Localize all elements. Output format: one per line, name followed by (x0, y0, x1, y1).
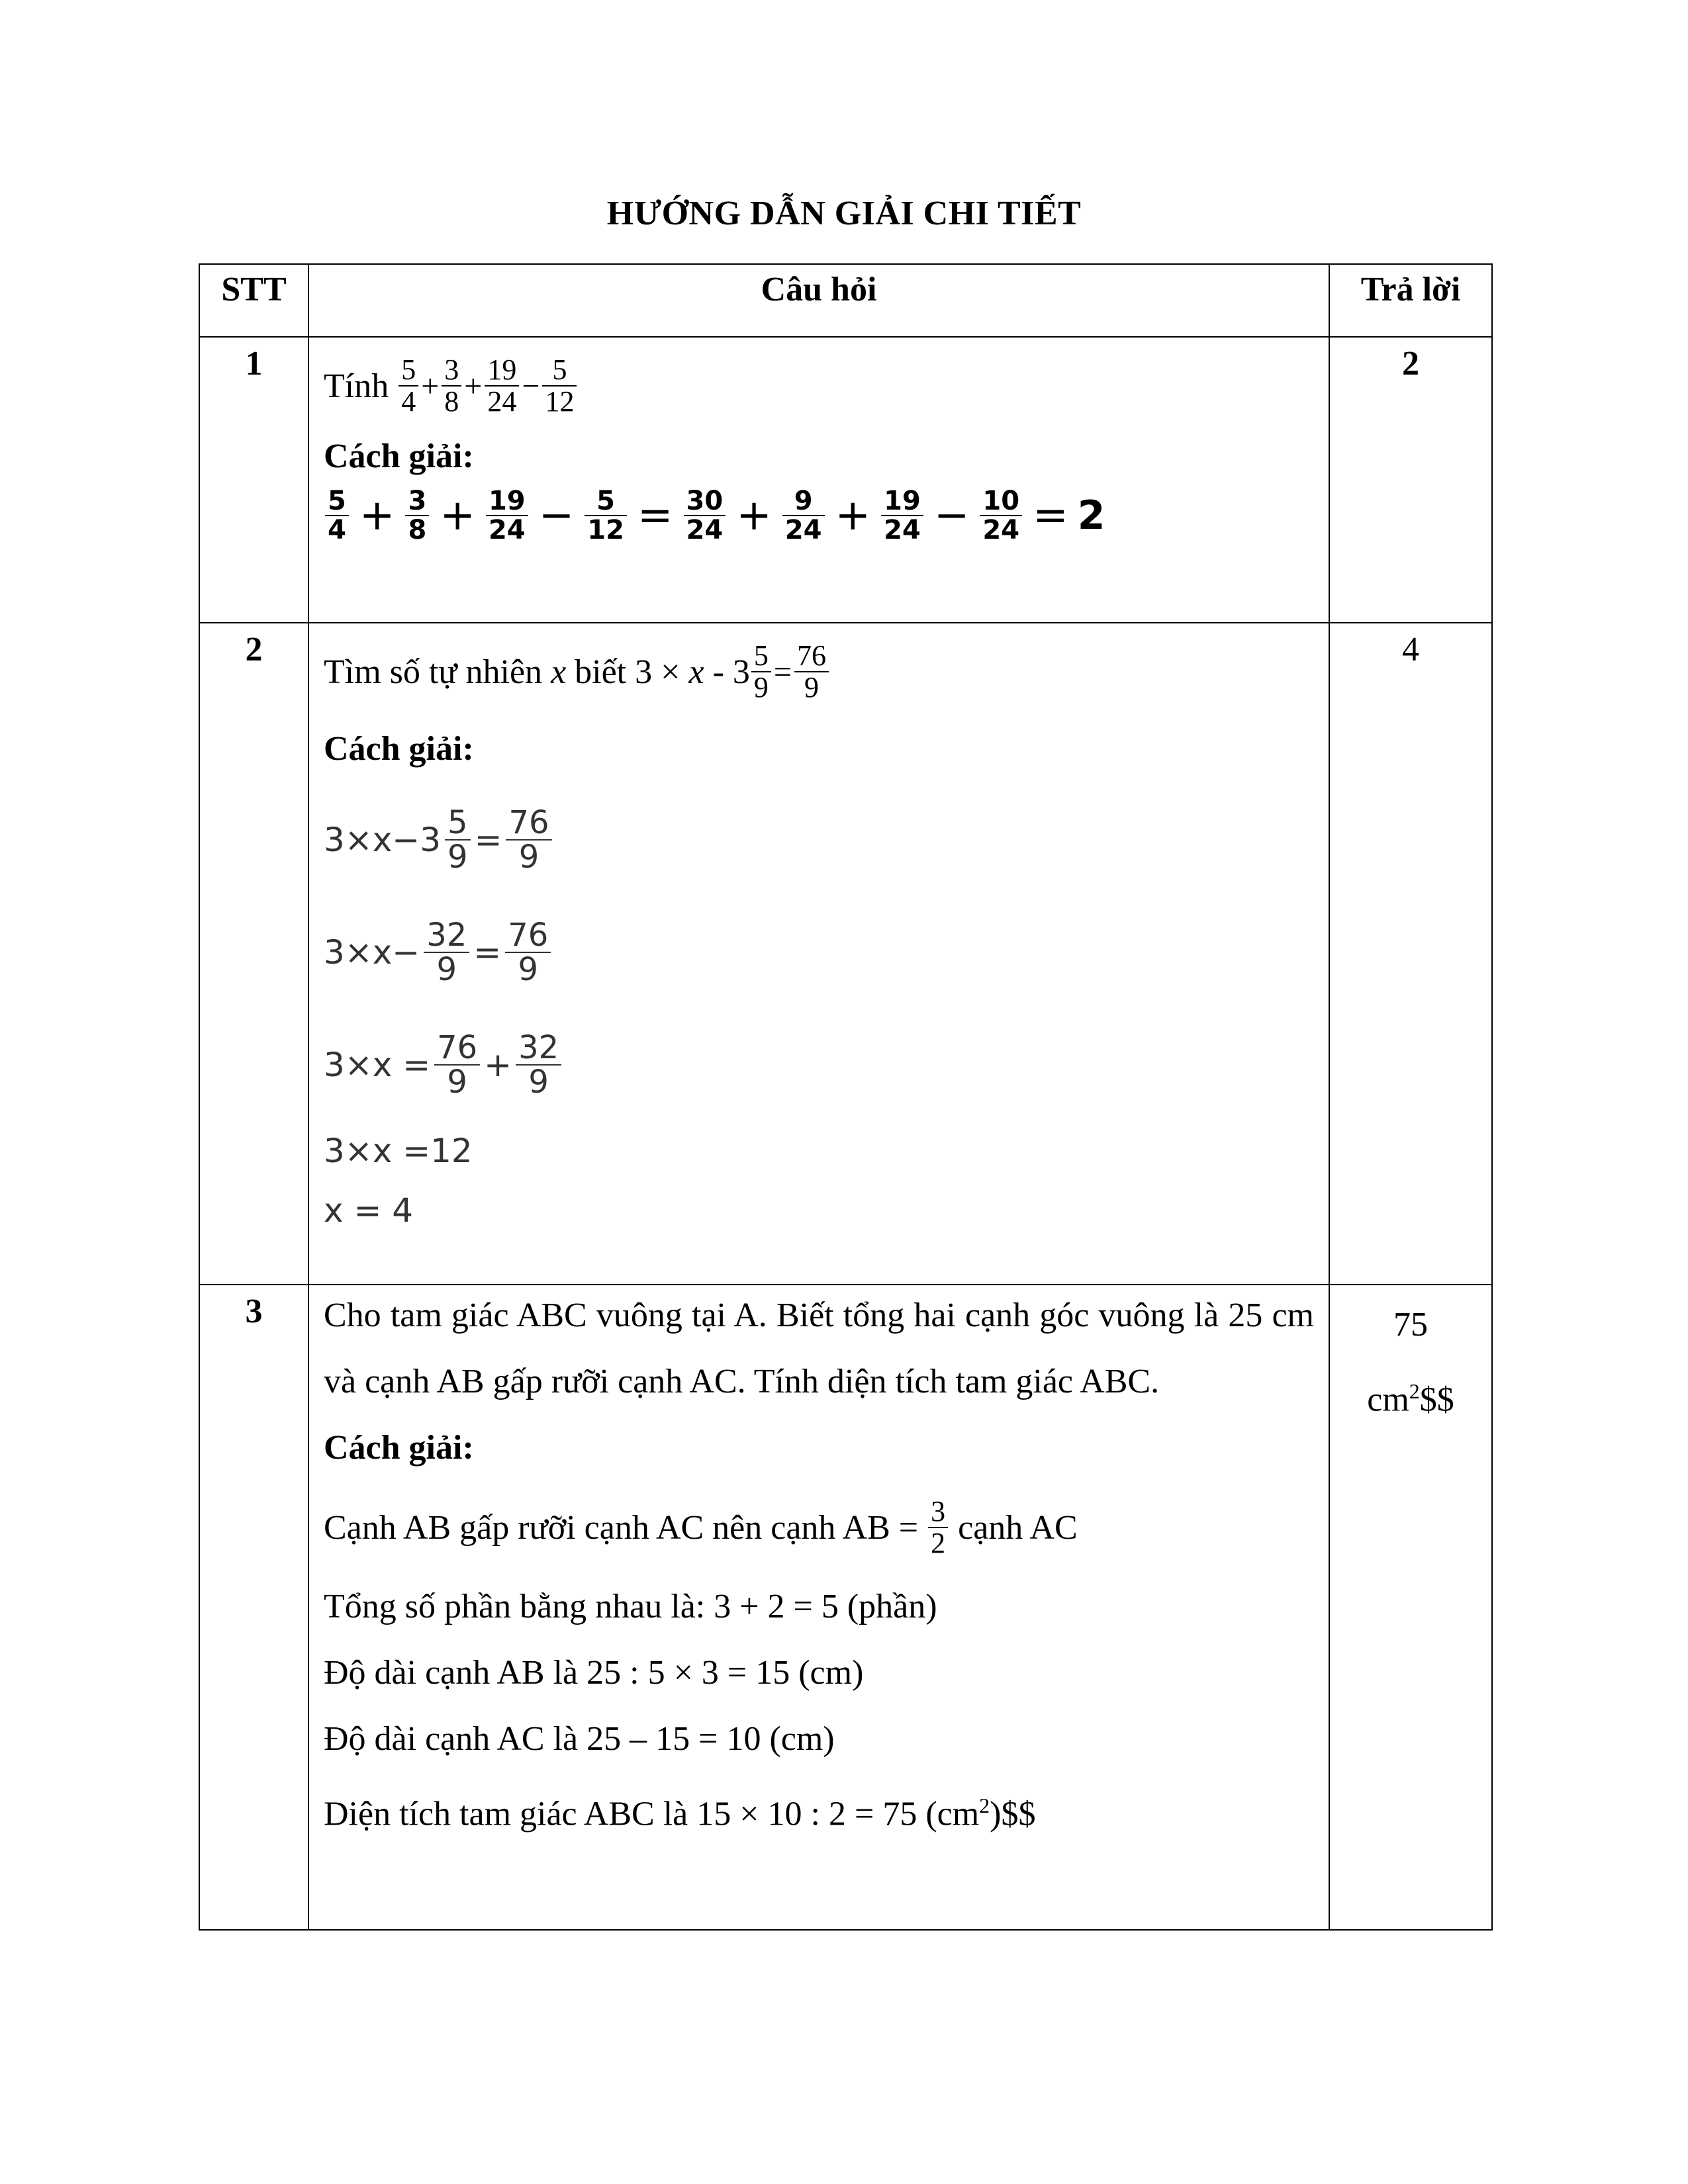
header-answer: Trả lời (1329, 264, 1492, 337)
solution-line-1: Cạnh AB gấp rưỡi cạnh AC nên cạnh AB = $\frac{3}{2}$ cạnh AC (324, 1494, 1078, 1559)
row-number: 1 (199, 337, 308, 623)
solution-line-5: Diện tích tam giác ABC là 15 × 10 : 2 = 75 $(cm^2)\$\$$ (324, 1794, 1036, 1833)
table-header-row (199, 264, 1492, 337)
header-stt: STT (199, 264, 308, 337)
method-label: Cách giải: (324, 437, 474, 475)
table-row (199, 337, 1492, 623)
table-row (199, 1285, 1492, 1930)
solution-equation: $\frac{5}{4}$ + $\frac{3}{8}$ + $\frac{19}{24}$ − $\frac{5}{12}$ = $\frac{30}{24}$ + $\frac{9}{24}$ + $\frac{19}{24}$ − $\frac{10}{24}$ = 2 (324, 487, 1314, 544)
question-1-text: Tính $\frac{5}{4}$ + $\frac{3}{8}$ + $\frac{19}{24}$ − $\frac{5}{12}$ (324, 343, 1314, 429)
answer-cell: 75 $cm^2\$\$$ (1329, 1285, 1492, 1930)
answer-cell: 4 (1329, 623, 1492, 1285)
solution-line-2: Tổng số phần bằng nhau là: 3 + 2 = 5 (phần) (324, 1588, 937, 1625)
header-question: Câu hỏi (308, 264, 1329, 337)
page-title: HƯỚNG DẪN GIẢI CHI TIẾT (606, 195, 1082, 232)
solution-line-3: Độ dài cạnh AB là 25 : 5 × 3 = 15 (cm) (324, 1654, 864, 1692)
question-cell (308, 623, 1329, 1285)
row-number: 2 (199, 623, 308, 1285)
solution-line-4: Độ dài cạnh AC là 25 – 15 = 10 (cm) (324, 1720, 835, 1758)
method-label: Cách giải: (324, 1429, 474, 1467)
table-row (199, 623, 1492, 1285)
question-3-text: Cho tam giác ABC vuông tại A. Biết tổng hai cạnh góc vuông là 25 cm và cạnh AB gấp rưỡi cạnh AC. Tính diện tích tam giác ABC. (324, 1297, 1314, 1400)
method-label: Cách giải: (324, 730, 474, 768)
question-2-text: Tìm số tự nhiên x biết 3 × x - 3 $\frac{5}{9}$ = $\frac{76}{9}$ (324, 629, 1314, 715)
answer-cell: 2 (1329, 337, 1492, 623)
row-number: 3 (199, 1285, 308, 1930)
question-cell (308, 337, 1329, 623)
solution-steps: 3×x−3 $\frac{5}{9}$ = $\frac{76}{9}$ 3×x− $\frac{32}{9}$ = $\frac{76}{9}$ 3×x = $\frac{76}{9}$ + $\frac{32}{9}$ 3×x =12 x = 4 (324, 784, 1314, 1240)
question-cell (308, 1285, 1329, 1930)
solution-table (199, 263, 1493, 1931)
